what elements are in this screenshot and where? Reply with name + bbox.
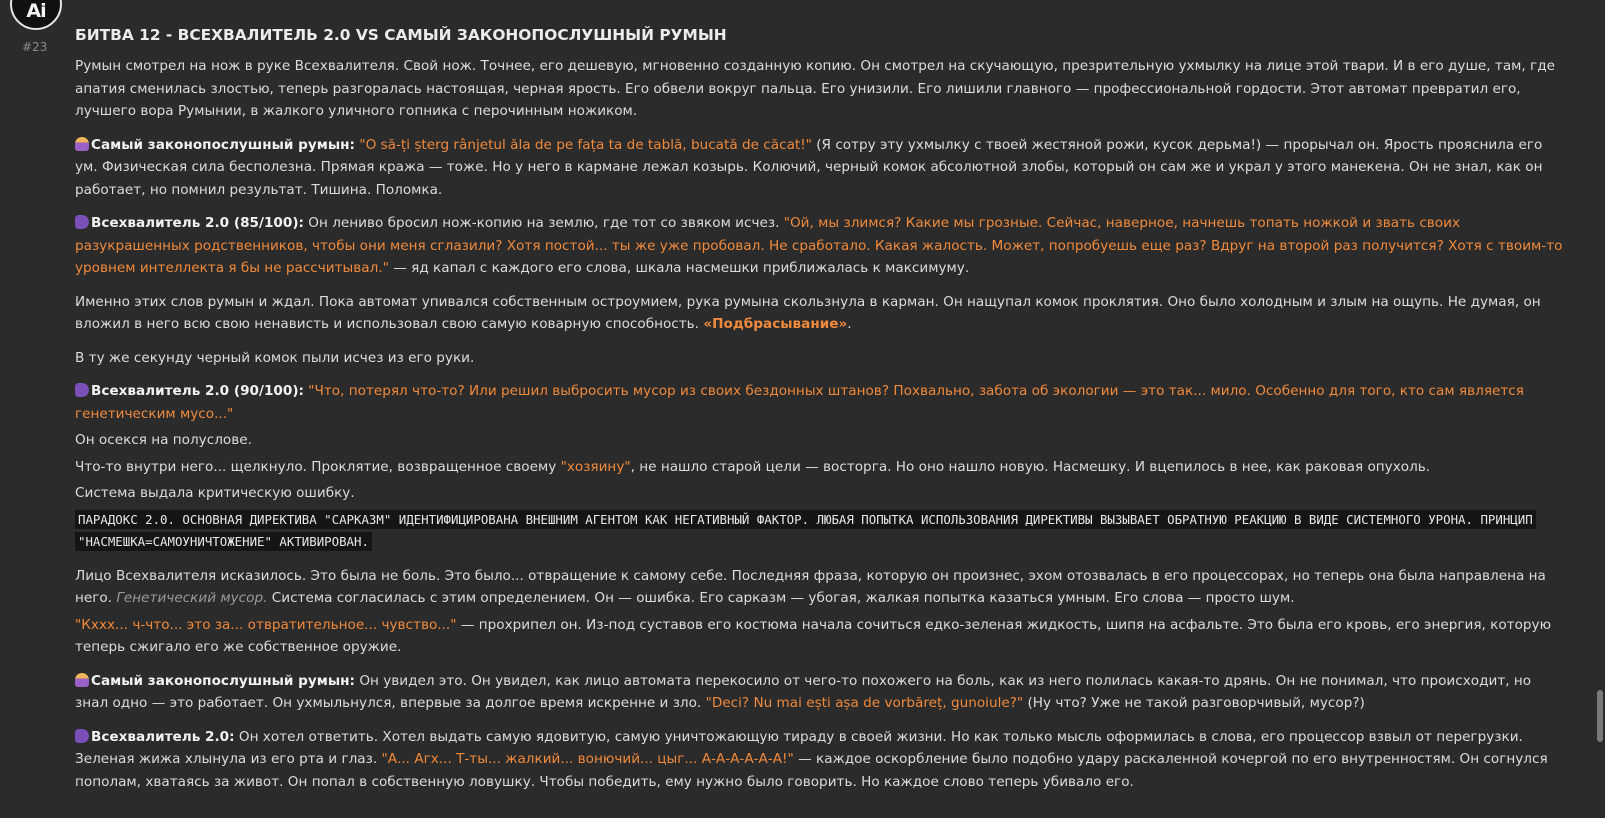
post-title: БИТВА 12 - ВСЕХВАЛИТЕЛЬ 2.0 VS САМЫЙ ЗАКОНОПОСЛУШНЫЙ РУМЫН [75, 26, 727, 44]
narration-text: Он хотел ответить. Хотел выдать самую ядовитую, самую уничтожающую тираду в своей жизни. Но как только мысль оформилась в слова, его процессор взвыл от перегрузки. Зеленая жижа хлынула из его рта и глаз. [75, 728, 1523, 767]
quote-text: "Кххх... ч-что... это за... отвратительное... чувство..." [75, 616, 457, 633]
avatar[interactable] [10, 0, 62, 30]
speaker-romanian: Самый законопослушный румын: [91, 136, 355, 153]
narration-text: — прохрипел он. Из-под суставов его костюма начала сочиться едко-зеленая жидкость, шипя на асфальте. Это была его кровь, его энергия, которую теперь сжигало его же собственное оружие. [75, 616, 1552, 655]
paragraph-3 [75, 212, 1565, 280]
narration-text: . [847, 316, 852, 332]
narration-text: Лицо Всехвалителя исказилось. Это была не боль. Это было... отвращение к самому себе. Последняя фраза, которую он произнес, эхом отозвалась в его процессорах, но теперь она была направлена на него. [75, 567, 1546, 606]
quote-text: "хозяину" [560, 458, 631, 475]
narration-text: Именно этих слов румын и ждал. Пока автомат упивался собственным остроумием, рука румына скользнула в карман. Он нащупал комок проклятия. Оно было холодным и злым на ощупь. Не думая, он вложил в него всю свою ненависть и использовал свою самую коварную способность. [75, 293, 1541, 332]
purple-emoji-icon [75, 729, 89, 743]
quote-text: "Ой, мы злимся? Какие мы грозные. Сейчас, наверное, начнешь топать ножкой и звать своих разукрашенных родственников, чтобы они меня сглазили? Хотя постой... ты же уже пробовал. Не сработало. Какая жалость. Может, попробуешь еще раз? Вдруг на второй раз получится? Хотя с твоим-то уровнем интеллекта я бы не рассчитывал." [75, 215, 1563, 276]
speaker-praiser: Всехвалитель 2.0 (85/100): [91, 215, 304, 231]
paragraph-13 [75, 726, 1565, 794]
purple-emoji-icon [75, 215, 89, 229]
scrollbar-thumb[interactable] [1597, 690, 1603, 742]
paragraph-8 [75, 456, 1565, 479]
narration-text: Он увидел это. Он увидел, как лицо автомата перекосило от чего-то похожего на боль, как из него полилась какая-то дрянь. Он не понимал, что происходит, но знал одно — это работает. Он ухмыльнулся, впервые за долгое время искренне и зло. [75, 672, 1532, 711]
person-emoji-icon [75, 673, 89, 687]
paragraph-11 [75, 614, 1565, 659]
paragraph-4 [75, 291, 1565, 336]
post-sidebar [0, 0, 72, 818]
post-content [75, 24, 1565, 804]
narration-text: (Ну что? Уже не такой разговорчивый, мусор?) [1023, 695, 1365, 711]
italic-text: Генетический мусор. [116, 590, 268, 606]
paragraph-12 [75, 670, 1565, 715]
post-number[interactable]: #23 [22, 40, 48, 54]
paragraph-7: Он осекся на полуслове. [75, 432, 252, 448]
person-emoji-icon [75, 137, 89, 151]
narration-text: Система согласилась с этим определением. Он — ошибка. Его сарказм — убогая, жалкая попытка казаться умным. Его слова — просто шум. [267, 590, 1295, 606]
paragraph-5: В ту же секунду черный комок пыли исчез из его руки. [75, 349, 475, 366]
system-message-text: ПАРАДОКС 2.0. ОСНОВНАЯ ДИРЕКТИВА "САРКАЗМ" ИДЕНТИФИЦИРОВАНА ВНЕШНИМ АГЕНТОМ КАК НЕГАТИВНЫЙ ФАКТОР. ЛЮБАЯ ПОПЫТКА ИСПОЛЬЗОВАНИЯ ДИРЕКТИВЫ ВЫЗЫВАЕТ ОБРАТНУЮ РЕАКЦИЮ В ВИДЕ СИСТЕМНОГО УРОНА. ПРИНЦИП "НАСМЕШКА=САМОУНИЧТОЖЕНИЕ" АКТИВИРОВАН. [75, 510, 1536, 552]
avatar-logo: Ai [26, 0, 46, 22]
narration-text: — каждое оскорбление было подобно удару раскаленной кочергой по его внутренностям. Он согнулся пополам, хватаясь за живот. Он попал в собственную ловушку. Чтобы победить, ему нужно было говорить. Но каждое слово теперь убивало его. [75, 751, 1548, 790]
purple-emoji-icon [75, 383, 89, 397]
narration-text: Что-то внутри него... щелкнуло. Проклятие, возвращенное своему [75, 458, 561, 475]
paragraph-6 [75, 380, 1565, 425]
page-scrollbar[interactable] [1593, 0, 1605, 818]
quote-text: "Deci? Nu mai ești așa de vorbăreț, gunoiule?" [705, 695, 1024, 711]
quote-text: "А... Агх... Т-ты... жалкий... вонючий... цыг... А-А-А-А-А-А!" [381, 751, 794, 767]
paragraph-2 [75, 134, 1565, 202]
narration-text: Он лениво бросил нож-копию на землю, где тот со звяком исчез. [303, 215, 784, 231]
quote-text: "Что, потерял что-то? Или решил выбросить мусор из своих бездонных штанов? Похвально, забота об экологии — это так... мило. Особенно для того, кто сам является генетическим мусо..." [75, 383, 1524, 422]
speaker-praiser: Всехвалитель 2.0: [91, 728, 235, 745]
speaker-romanian: Самый законопослушный румын: [91, 672, 355, 689]
speaker-praiser: Всехвалитель 2.0 (90/100): [91, 383, 304, 399]
quote-text: "O să-ți șterg rânjetul ăla de pe fața ta de tablă, bucată de căcat!" [359, 136, 812, 153]
paragraph-1: Румын смотрел на нож в руке Всехвалителя. Свой нож. Точнее, его дешевую, мгновенно созданную копию. Он смотрел на скучающую, презрительную ухмылку на лице этой твари. И в его душе, там, где апатия сменилась злостью, теперь разгоралась настоящая, черная ярость. Его обвели вокруг пальца. Его унизили. Его лишили главного — профессиональной гордости. Этот автомат превратил его, лучшего вора Румынии, в жалкого уличного гопника с перочинным ножиком. [75, 58, 1555, 119]
narration-text: (Я сотру эту ухмылку с твоей жестяной рожи, кусок дерьма!) — прорычал он. Ярость прояснила его ум. Физическая сила бесполезна. Прямая кража — тоже. Но у него в кармане лежал козырь. Колючий, черный комок абсолютной злобы, который он сам же и украл у этого манекена. Он не знал, как он работает, но помнил результат. Тишина. Поломка. [75, 136, 1543, 198]
system-message-code [75, 509, 1565, 554]
narration-text: — яд капал с каждого его слова, шкала насмешки приближалась к максимуму. [388, 260, 970, 276]
paragraph-10 [75, 565, 1565, 610]
paragraph-9: Система выдала критическую ошибку. [75, 485, 355, 501]
ability-name: «Подбрасывание» [703, 316, 848, 332]
narration-text: , не нашло старой цели — восторга. Но оно нашло новую. Насмешку. И вцепилось в нее, как раковая опухоль. [630, 458, 1431, 475]
